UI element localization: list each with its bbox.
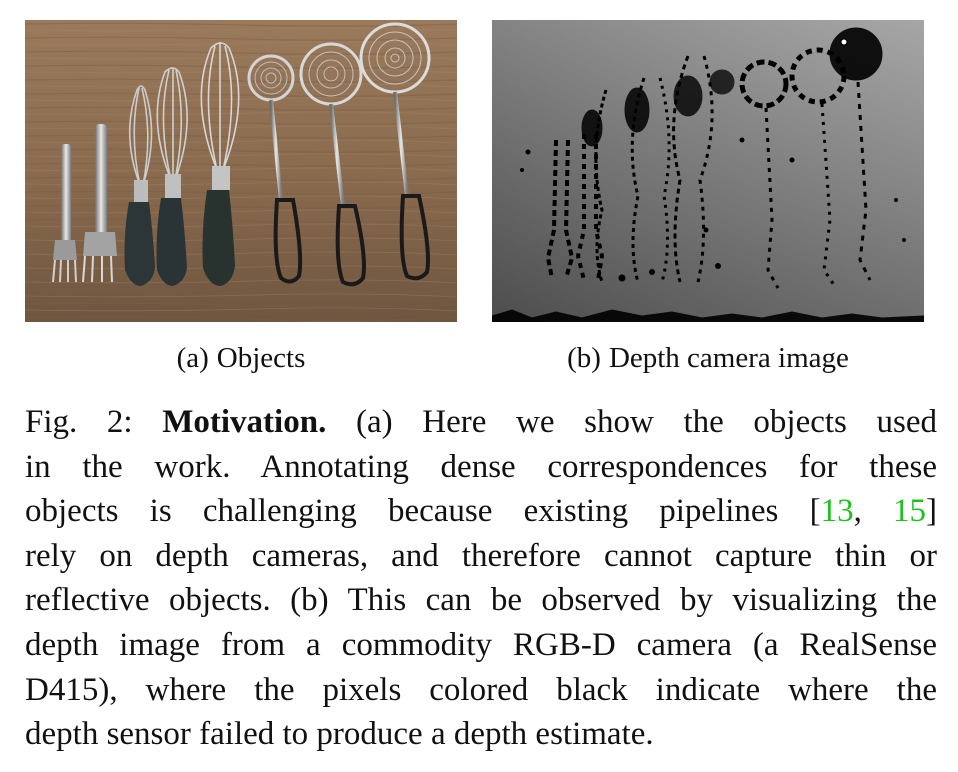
depth-image-render	[492, 20, 924, 322]
objects-photo	[25, 20, 457, 322]
caption-line-2: in the work. Annotating dense correspondences for these	[25, 448, 937, 485]
subcaption-b	[492, 338, 924, 378]
caption-line-3	[25, 489, 937, 534]
subcaption-a-label: Objects	[216, 342, 306, 374]
caption-line-8: depth sensor failed to produce a depth estimate.	[25, 716, 654, 753]
citation-separator: ,	[853, 493, 893, 530]
objects-photo-image	[25, 20, 457, 322]
subcaption-a	[25, 338, 457, 378]
figure-caption	[25, 400, 937, 757]
subcaption-b-tag: (b)	[567, 342, 601, 374]
caption-line-4: rely on depth cameras, and therefore cannot capture thin or	[25, 537, 937, 574]
citation-15[interactable]: 15	[893, 493, 926, 530]
caption-line-7: D415), where the pixels colored black indicate where the	[25, 671, 937, 708]
caption-line-5: reflective objects. (b) This can be observed by visualizing the	[25, 582, 937, 619]
citation-close-bracket: ]	[926, 493, 937, 530]
subcaption-b-label: Depth camera image	[608, 342, 849, 374]
caption-line-3-text: objects is challenging because existing pipelines [	[25, 493, 821, 530]
caption-line-1	[25, 400, 937, 445]
depth-image	[492, 20, 924, 322]
subcaption-a-tag: (a)	[176, 342, 209, 374]
figure-label: Fig. 2:	[25, 404, 133, 440]
caption-line-1-text: (a) Here we show the objects used	[355, 404, 938, 440]
caption-title: Motivation.	[162, 404, 327, 440]
citation-13[interactable]: 13	[820, 493, 854, 530]
caption-line-6: depth image from a commodity RGB-D camera (a RealSense	[25, 626, 937, 663]
